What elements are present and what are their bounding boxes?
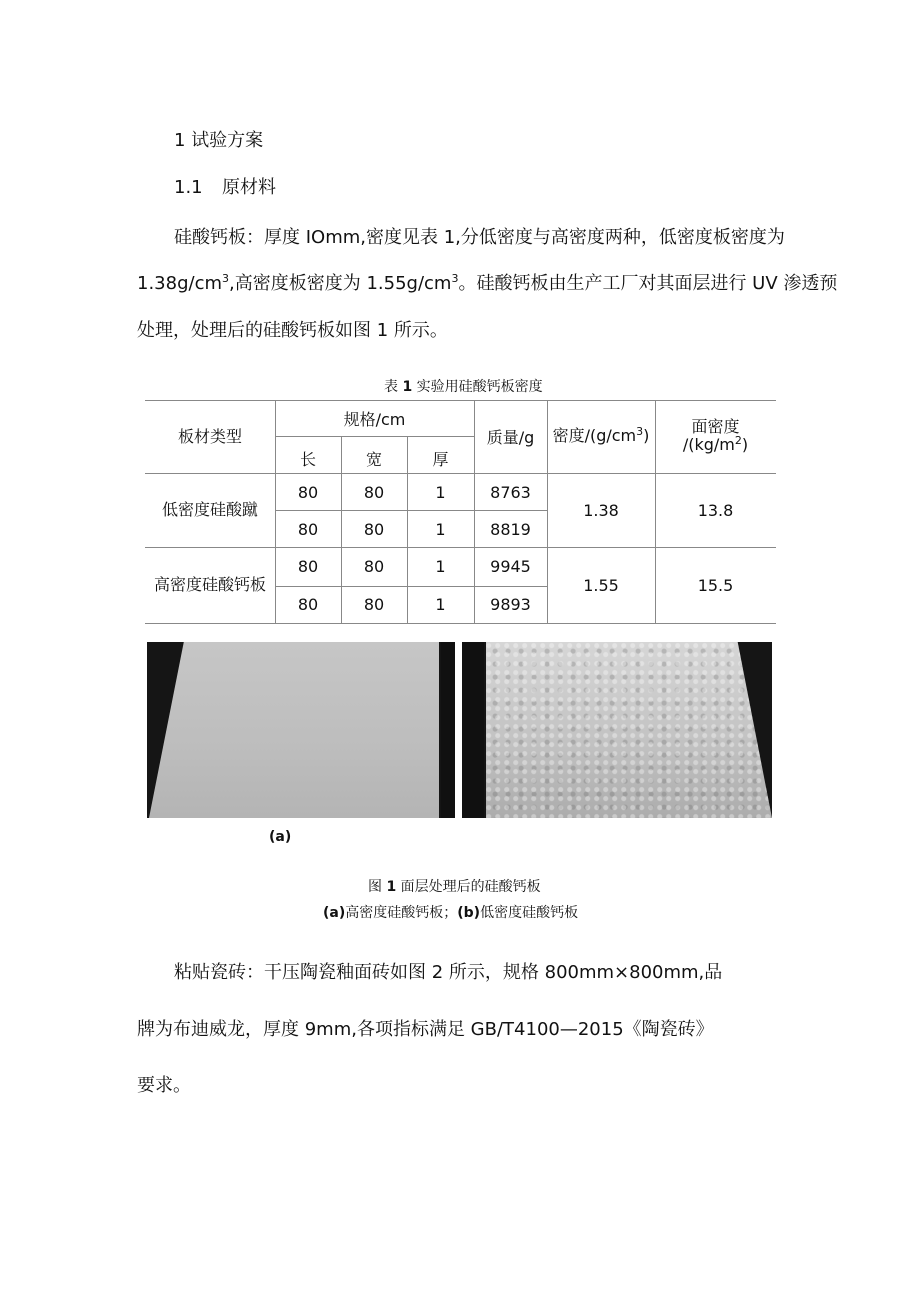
header-length: 长 bbox=[299, 450, 316, 469]
cell-density: 1.38 bbox=[583, 501, 619, 520]
table-caption bbox=[384, 380, 543, 394]
subcaption-a-label: (a) bbox=[323, 905, 346, 921]
header-mass: 质量/g bbox=[486, 428, 535, 447]
cell-length: 80 bbox=[297, 595, 319, 614]
table-rule bbox=[145, 623, 776, 624]
cell-area-density: 13.8 bbox=[697, 501, 734, 520]
table-rule bbox=[145, 400, 776, 401]
paragraph-2-line-3: 要求。 bbox=[137, 1075, 191, 1096]
cell-length: 80 bbox=[297, 520, 319, 539]
board-surface bbox=[486, 642, 772, 818]
paragraph-2-line-2: 牌为布迪威龙，厚度 9mm,各项指标满足 GB/T4100—2015《陶瓷砖》 bbox=[137, 1019, 714, 1040]
figure-caption bbox=[368, 880, 541, 894]
uv-treatment-text: 。硅酸钙板由生产工厂对其面层进行 UV 渗透预 bbox=[458, 273, 838, 294]
header-spec: 规格/cm bbox=[343, 410, 406, 429]
cell-mass: 9893 bbox=[490, 595, 531, 614]
table-rule bbox=[145, 473, 776, 474]
cell-board-type: 低密度硅酸蹴 bbox=[161, 500, 258, 519]
paragraph-2-line-1: 粘贴瓷砖：干压陶瓷釉面砖如图 2 所示，规格 800mm×800mm,品 bbox=[174, 962, 723, 983]
header-density bbox=[547, 425, 655, 445]
cell-length: 80 bbox=[297, 557, 319, 576]
header-area-unit-text: /(kg/m bbox=[682, 435, 735, 454]
header-area-density: 面密度 bbox=[691, 417, 740, 436]
cell-mass: 8819 bbox=[490, 520, 531, 539]
superscript: 3 bbox=[451, 272, 459, 285]
table-caption-prefix: 表 bbox=[384, 379, 403, 395]
table-caption-number: 1 bbox=[402, 379, 413, 395]
subsection-title: 原材料 bbox=[222, 177, 276, 198]
density-low-value: 1.38g/cm bbox=[137, 273, 222, 294]
density-high-text: ,高密度板密度为 1.55g/cm bbox=[229, 273, 452, 294]
superscript: 3 bbox=[222, 272, 229, 285]
cell-thickness: 1 bbox=[435, 557, 446, 576]
superscript: 3 bbox=[636, 425, 644, 438]
board-surface bbox=[149, 642, 439, 818]
header-density-close: ) bbox=[643, 426, 650, 445]
cell-area-density: 15.5 bbox=[697, 576, 734, 595]
subcaption-b-label: (b) bbox=[457, 905, 481, 921]
header-width: 宽 bbox=[365, 450, 382, 469]
section-heading: 1 试验方案 bbox=[174, 130, 264, 151]
figure-caption-number: 1 bbox=[386, 879, 397, 895]
figure-caption-text: 面层处理后的硅酸钙板 bbox=[396, 879, 541, 895]
cell-width: 80 bbox=[363, 483, 385, 502]
cell-width: 80 bbox=[363, 557, 385, 576]
table-rule bbox=[275, 436, 474, 437]
cell-density: 1.55 bbox=[583, 576, 619, 595]
header-area-unit-close: ) bbox=[741, 435, 749, 454]
figure-label-a: (a) bbox=[269, 829, 292, 845]
superscript: 2 bbox=[734, 434, 742, 447]
cell-mass: 8763 bbox=[490, 483, 531, 502]
header-board-type: 板材类型 bbox=[177, 427, 242, 446]
subsection-number: 1.1 bbox=[174, 177, 203, 198]
cell-thickness: 1 bbox=[435, 520, 446, 539]
table-rule bbox=[275, 400, 276, 624]
table-rule bbox=[275, 510, 547, 511]
photo-low-density-board bbox=[462, 642, 772, 818]
cell-length: 80 bbox=[297, 483, 319, 502]
cell-board-type: 高密度硅酸钙板 bbox=[153, 575, 266, 594]
table-caption-text: 实验用硅酸钙板密度 bbox=[412, 379, 543, 395]
cell-mass: 9945 bbox=[490, 557, 531, 576]
figure-subcaption bbox=[323, 906, 578, 920]
subcaption-b-text: 低密度硅酸钙板 bbox=[480, 905, 579, 921]
cell-thickness: 1 bbox=[435, 483, 446, 502]
paragraph-1-line-3: 处理，处理后的硅酸钙板如图 1 所示。 bbox=[137, 320, 448, 341]
density-table bbox=[145, 400, 776, 624]
cell-width: 80 bbox=[363, 520, 385, 539]
table-rule bbox=[275, 586, 547, 587]
photo-high-density-board bbox=[147, 642, 455, 818]
subcaption-a-text: 高密度硅酸钙板； bbox=[345, 905, 458, 921]
header-area-density-unit bbox=[655, 434, 776, 454]
board-edge bbox=[462, 642, 484, 818]
paragraph-1-line-2 bbox=[137, 272, 838, 294]
figure-caption-prefix: 图 bbox=[368, 879, 387, 895]
header-density-text: 密度/(g/cm bbox=[552, 426, 637, 445]
board-edge bbox=[441, 642, 455, 818]
cell-thickness: 1 bbox=[435, 595, 446, 614]
paragraph-1-line-1: 硅酸钙板：厚度 IOmm,密度见表 1,分低密度与高密度两种，低密度板密度为 bbox=[174, 227, 785, 248]
header-thickness: 厚 bbox=[432, 450, 449, 469]
cell-width: 80 bbox=[363, 595, 385, 614]
table-rule bbox=[145, 547, 776, 548]
